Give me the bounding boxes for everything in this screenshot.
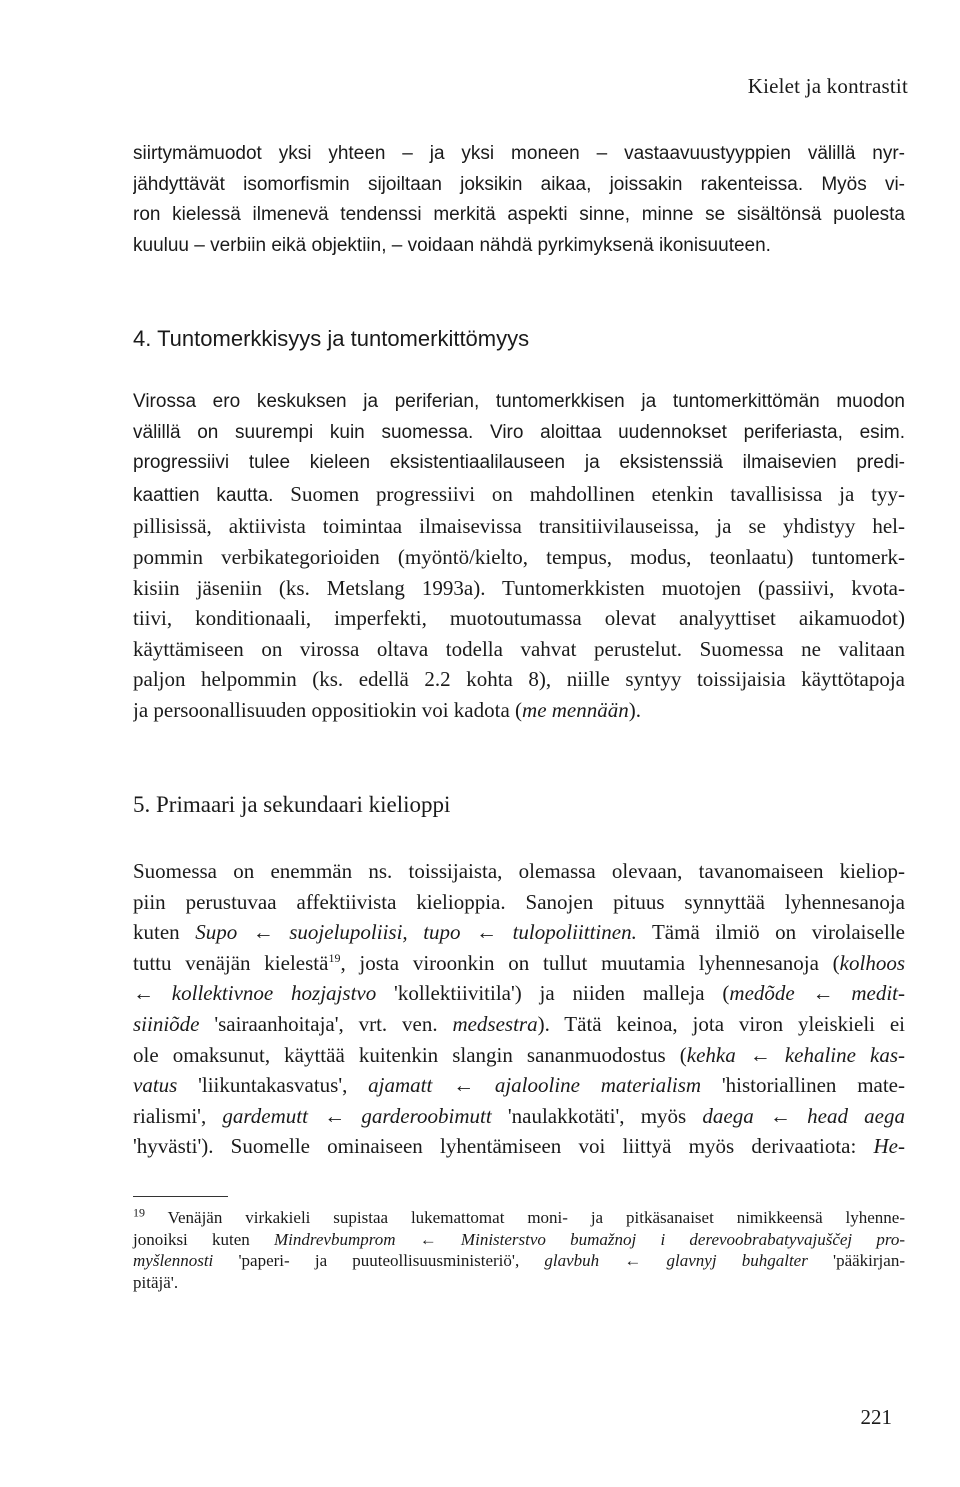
text-line: välillä on suurempi kuin suomessa. Viro aloittaa uudennokset periferiasta, esim.	[133, 421, 905, 443]
text-line: progressiivi tulee kieleen eksistentiaalilauseen ja eksistenssiä ilmaisevien predi-	[133, 452, 905, 474]
text-line	[133, 917, 905, 948]
text-fragment: ).	[628, 697, 642, 722]
text-line	[133, 1040, 905, 1071]
italic-example: me mennään	[522, 697, 629, 722]
footnote-divider	[133, 1196, 228, 1197]
text-line	[133, 1009, 905, 1040]
footnote-line: pitäjä'.	[133, 1272, 179, 1292]
text-fragment: 'pääkirjan-	[807, 1251, 905, 1270]
text-line: piin perustuvaa affektiivista kielioppia. Sanojen pituus synnyttää lyhennesanoja	[133, 889, 905, 914]
text-line: pillisissä, aktiivista toimintaa ilmaisevissa transitiivilauseissa, ja se yhdistyy hel-	[133, 514, 905, 539]
text-line: jähdyttävät isomorfismin sijoiltaan joksikin aikaa, joissakin rakenteissa. Myös vi-	[133, 173, 905, 195]
italic-example: medõde ← medit-	[729, 981, 905, 1006]
text-fragment: rialismi',	[133, 1103, 223, 1128]
text-line	[133, 695, 905, 726]
text-fragment: Suomen progressiivi on mahdollinen etenkin tavallisissa ja tyy-	[273, 481, 905, 506]
text-line: tiivi, konditionaali, imperfekti, muotoutumassa olevat analyyttiset aikamuodot)	[133, 606, 905, 631]
italic-example: myšlennosti	[133, 1251, 214, 1270]
text-fragment: tuttu venäjän kielestä	[133, 950, 329, 975]
text-fragment: 'liikuntakasvatus',	[177, 1073, 369, 1098]
text-line	[133, 1131, 905, 1162]
italic-example: daega ← head aega	[702, 1103, 905, 1128]
text-fragment: 'sairaanhoitaja', vrt. ven.	[199, 1011, 453, 1036]
text-fragment: Tämä ilmiö on virolaiselle	[636, 920, 905, 945]
text-line	[133, 1070, 905, 1101]
text-fragment: kuten	[133, 920, 196, 945]
text-fragment: ja persoonallisuuden oppositiokin voi kadota (	[133, 697, 523, 722]
text-fragment: , josta viroonkin on tullut muutamia lyhennesanoja (	[340, 950, 840, 975]
italic-example: glavbuh ← glavnyj buhgalter	[544, 1251, 808, 1270]
section-4-body	[133, 387, 905, 726]
text-line: kisiin jäseniin (ks. Metslang 1993a). Tuntomerkkisten muotojen (passiivi, kvota-	[133, 575, 905, 600]
italic-example: medsestra	[452, 1011, 538, 1036]
text-fragment: 'paperi- ja puuteollisuusministeriö',	[213, 1251, 545, 1270]
italic-example: ← kollektivnoe hozjajstvo	[133, 981, 377, 1006]
italic-example: He-	[873, 1134, 905, 1159]
text-line: pommin verbikategorioiden (myöntö/kielto, tempus, modus, teonlaatu) tuntomerk-	[133, 544, 905, 569]
page-number: 221	[860, 1405, 892, 1429]
italic-example: kolhoos	[839, 950, 905, 975]
text-line: Virossa ero keskuksen ja periferian, tuntomerkkisen ja tuntomerkittömän muodon	[133, 391, 905, 412]
footnote-line	[133, 1229, 905, 1251]
text-line	[133, 1101, 905, 1132]
text-line: paljon helpommin (ks. edellä 2.2 kohta 8), niille syntyy toissijaisia käyttötapoja	[133, 667, 905, 692]
text-line	[133, 978, 905, 1009]
text-fragment: kaattien kautta.	[133, 484, 274, 506]
footnote	[133, 1207, 905, 1293]
section-4-heading: 4. Tuntomerkkisyys ja tuntomerkittömyys	[133, 326, 530, 351]
text-fragment: Venäjän virkakieli supistaa lukemattomat moni- ja pitkäsanaiset nimikkeensä lyhenne-	[145, 1208, 905, 1227]
footnote-number: 19	[133, 1205, 145, 1220]
italic-example: siiniõde	[133, 1011, 200, 1036]
text-fragment: jonoiksi kuten	[133, 1229, 274, 1249]
text-line	[133, 479, 905, 512]
section-5-body	[133, 856, 905, 1162]
italic-example: Mindrevbumprom ← Ministerstvo bumažnoj i derevoobrabatyvajuščej pro-	[274, 1229, 905, 1249]
text-fragment: ). Tätä keinoa, jota viron yleiskieli ei	[537, 1011, 905, 1036]
section-5-heading: 5. Primaari ja sekundaari kielioppi	[133, 792, 451, 817]
italic-example: vatus	[133, 1073, 178, 1098]
footnote-reference: 19	[328, 950, 341, 965]
running-header: Kielet ja kontrastit	[747, 74, 908, 98]
text-fragment: 'historiallinen mate-	[701, 1073, 905, 1098]
text-fragment: 'kollektiivitila') ja niiden malleja (	[376, 981, 730, 1006]
footnote-line	[133, 1207, 905, 1229]
text-fragment: ole omaksunut, käyttää kuitenkin slangin sananmuodostus (	[133, 1042, 687, 1067]
text-line: ron kielessä ilmenevä tendenssi merkitä aspekti sinne, minne se sisältönsä puolesta	[133, 204, 905, 226]
italic-example: gardemutt ← garderoobimutt	[222, 1103, 492, 1128]
italic-example: Supo ← suojelupoliisi, tupo ← tulopoliittinen.	[195, 920, 637, 945]
text-fragment: 'naulakkotäti', myös	[491, 1103, 703, 1128]
text-line: Suomessa on enemmän ns. toissijaista, olemassa olevaan, tavanomaiseen kieliop-	[133, 859, 905, 883]
text-line	[133, 948, 905, 979]
intro-paragraph	[133, 139, 905, 261]
text-line: kuuluu – verbiin eikä objektiin, – voidaan nähdä pyrkimyksenä ikonisuuteen.	[133, 234, 771, 256]
text-line: siirtymämuodot yksi yhteen – ja yksi moneen – vastaavuustyyppien välillä nyr-	[133, 143, 905, 164]
italic-example: ajamatt ← ajalooline materialism	[368, 1073, 702, 1098]
text-fragment: 'hyvästi'). Suomelle ominaiseen lyhentämiseen voi liittyä myös derivaatiota:	[133, 1134, 874, 1159]
footnote-line	[133, 1250, 905, 1272]
italic-example: kehka ← kehaline kas-	[686, 1042, 905, 1067]
text-line: käyttämiseen on virossa oltava todella vahvat perustelut. Suomessa ne valitaan	[133, 636, 905, 661]
